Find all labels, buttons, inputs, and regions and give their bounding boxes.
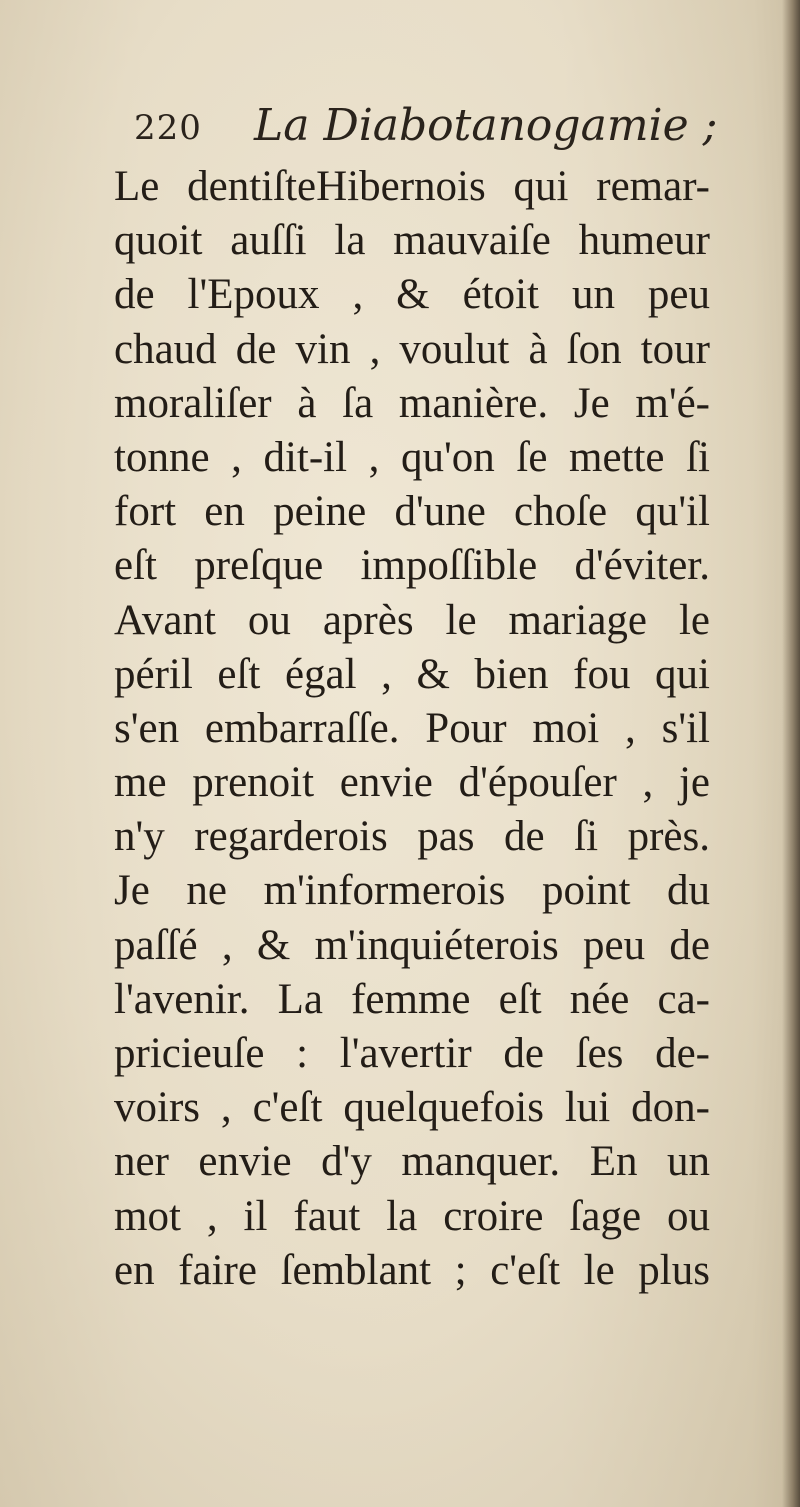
text-line: chaud de vin , voulut à ſon tour (114, 325, 710, 373)
text-line: fort en peine d'une choſe qu'il (114, 488, 710, 536)
running-head (134, 100, 718, 160)
text-line: n'y regarderois pas de ſi près. (114, 813, 710, 861)
text-line: l'avenir. La femme eſt née ca- (114, 975, 710, 1023)
text-line: péril eſt égal , & bien fou qui (114, 650, 710, 698)
text-line: moraliſer à ſa manière. Je m'é- (114, 379, 710, 427)
text-line: Le dentiſteHibernois qui remar- (114, 163, 710, 210)
text-line: s'en embarraſſe. Pour moi , s'il (114, 704, 710, 752)
text-line: Je ne m'informerois point du (114, 867, 710, 915)
text-line: pricieuſe : l'avertir de ſes de- (114, 1030, 710, 1077)
text-line: en faire ſemblant ; c'eſt le plus (114, 1246, 710, 1294)
page-gutter-shadow (782, 0, 800, 1507)
text-line: eſt preſque impoſſible d'éviter. (114, 542, 710, 590)
text-line: me prenoit envie d'épouſer , je (114, 759, 710, 807)
text-line: quoit auſſi la mauvaiſe humeur (114, 217, 710, 265)
text-line: ner envie d'y manquer. En un (114, 1138, 710, 1186)
text-line: de l'Epoux , & étoit un peu (114, 271, 710, 319)
text-line: Avant ou après le mariage le (114, 596, 710, 644)
book-title: La Diabotanogamie ; (254, 100, 718, 151)
text-body (114, 160, 710, 1298)
text-line: tonne , dit-il , qu'on ſe mette ſi (114, 433, 710, 481)
page-number: 220 (134, 108, 202, 148)
text-line: mot , il faut la croire ſage ou (114, 1192, 710, 1240)
text-line: paſſé , & m'inquiéterois peu de (114, 921, 710, 969)
text-line: voirs , c'eſt quelquefois lui don- (114, 1084, 710, 1132)
